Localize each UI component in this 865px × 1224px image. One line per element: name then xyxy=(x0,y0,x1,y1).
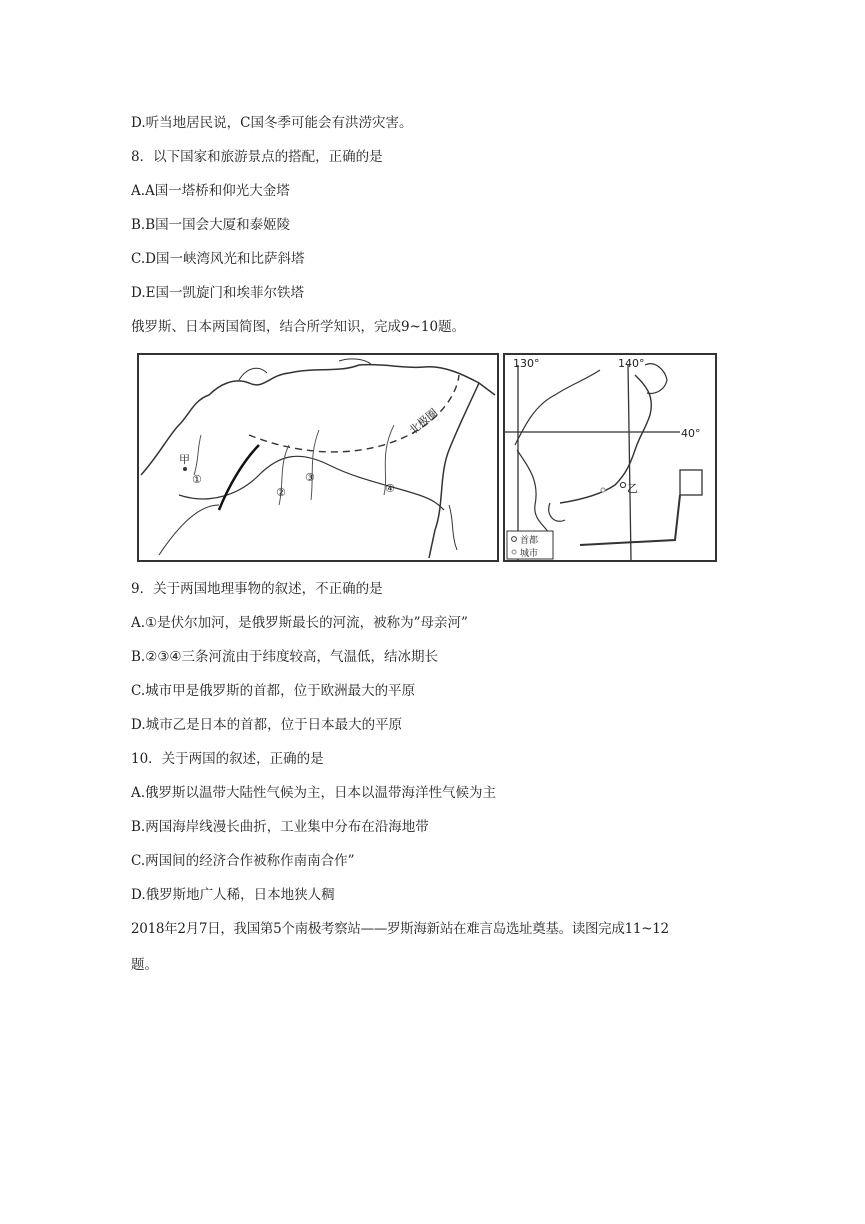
antarctic-intro-cont: 题。 xyxy=(131,957,158,973)
option-8c: C.D国一峡湾风光和比萨斜塔 xyxy=(131,251,305,267)
question-8: 8．以下国家和旅游景点的搭配，正确的是 xyxy=(131,149,383,165)
map-intro: 俄罗斯、日本两国简图，结合所学知识，完成9~10题。 xyxy=(131,319,466,335)
option-9d: D.城市乙是日本的首都，位于日本最大的平原 xyxy=(131,717,403,733)
option-8b: B.B国一国会大厦和泰姬陵 xyxy=(131,217,291,233)
river-2-label: ② xyxy=(276,486,286,499)
japan-map xyxy=(503,353,717,562)
antarctic-intro: 2018年2月7日，我国第5个南极考察站——罗斯海新站在难言岛选址奠基。读图完成11~12 xyxy=(131,921,669,937)
river-4-label: ④ xyxy=(385,482,395,495)
option-8a: A.A国一塔桥和仰光大金塔 xyxy=(131,183,290,199)
arctic-circle-label: 北极圈 xyxy=(406,406,441,438)
question-10: 10．关于两国的叙述，正确的是 xyxy=(131,751,324,767)
option-9b: B.②③④三条河流由于纬度较高，气温低，结冰期长 xyxy=(131,649,439,665)
option-10a: A.俄罗斯以温带大陆性气候为主，日本以温带海洋性气候为主 xyxy=(131,785,497,801)
city-legend-icon xyxy=(512,550,516,554)
river-1-label: ① xyxy=(192,473,202,486)
lon-130-label: 130° xyxy=(513,357,540,370)
option-10c: C.两国间的经济合作被称作南南合作” xyxy=(131,853,355,869)
city-jia-dot xyxy=(183,467,187,471)
river-3-label: ③ xyxy=(305,471,315,484)
option-10b: B.两国海岸线漫长曲折，工业集中分布在沿海地带 xyxy=(131,819,429,835)
city-yi-label: 乙 xyxy=(627,482,638,495)
lat-40-label: 40° xyxy=(681,427,701,440)
legend-capital: 首都 xyxy=(520,536,539,546)
lon-140-label: 140° xyxy=(618,357,645,370)
option-9c: C.城市甲是俄罗斯的首都，位于欧洲最大的平原 xyxy=(131,683,416,699)
option-10d: D.俄罗斯地广人稀，日本地狭人稠 xyxy=(131,887,335,903)
city-dot xyxy=(601,488,605,492)
question-9: 9．关于两国地理事物的叙述，不正确的是 xyxy=(131,581,383,597)
option-9a: A.①是伏尔加河，是俄罗斯最长的河流，被称为”母亲河” xyxy=(131,615,468,631)
legend-city: 城市 xyxy=(520,549,539,559)
capital-legend-icon xyxy=(512,537,517,542)
option-8d: D.E国一凯旋门和埃菲尔铁塔 xyxy=(131,285,304,301)
city-jia-label: 甲 xyxy=(179,453,190,466)
russia-map xyxy=(137,353,499,562)
option-7d: D.听当地居民说，C国冬季可能会有洪涝灾害。 xyxy=(131,115,413,131)
city-yi-dot xyxy=(620,482,625,487)
